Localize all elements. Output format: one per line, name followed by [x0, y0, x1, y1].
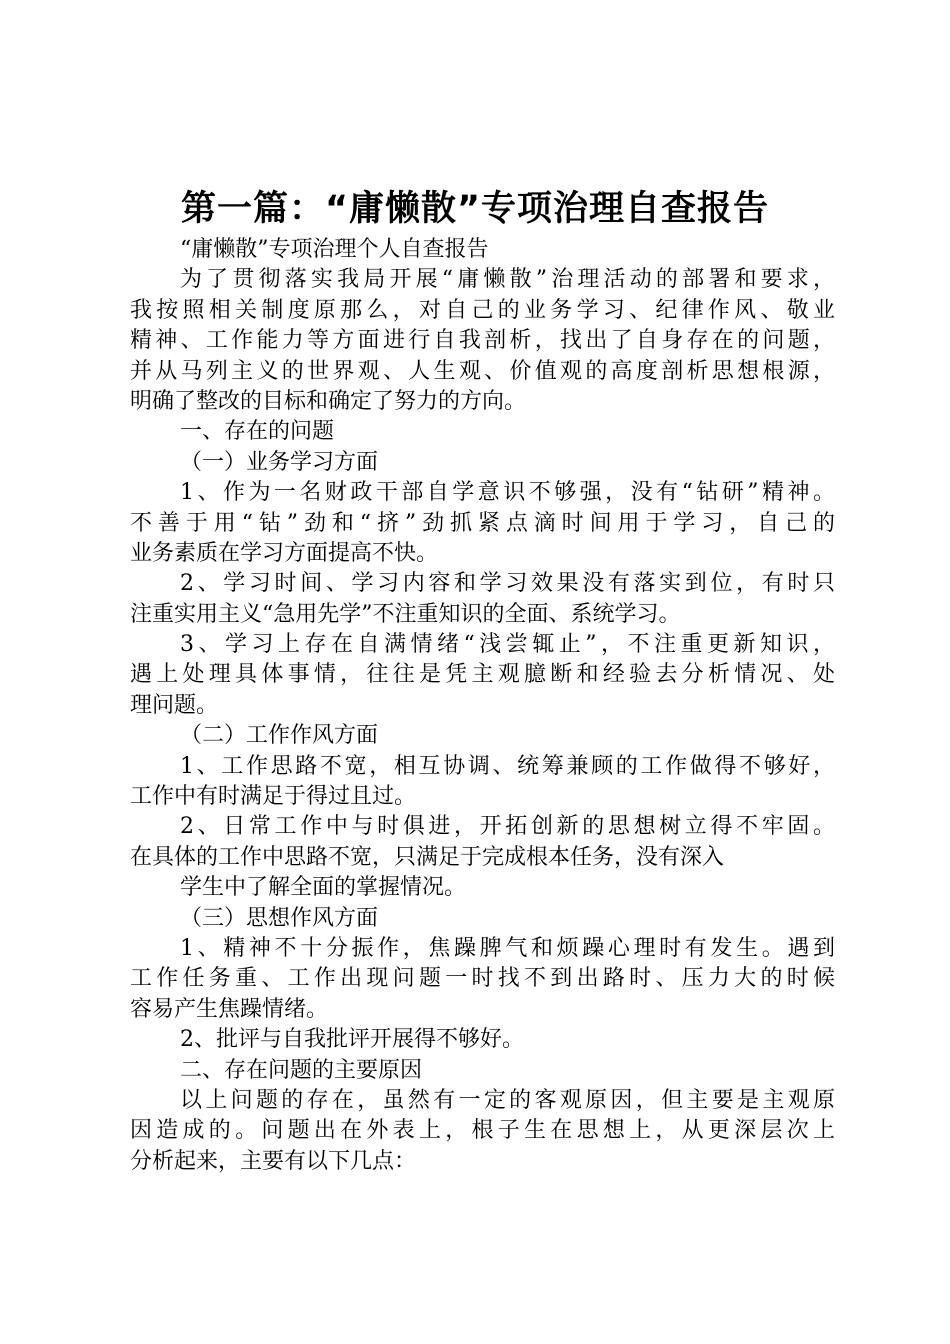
- text-line: （一）业务学习方面: [180, 449, 379, 475]
- text-line: 并从马列主义的世界观、人生观、价值观的高度剖析思想根源，: [130, 358, 835, 384]
- text-line: 不善于用“钻”劲和“挤”劲抓紧点滴时间用于学习，自己的: [130, 510, 835, 536]
- text-line: 注重实用主义“急用先学”不注重知识的全面、系统学习。: [130, 601, 681, 627]
- text-line: 1、精神不十分振作，焦躁脾气和烦躁心理时有发生。遇到: [180, 935, 835, 961]
- text-line: 遇上处理具体事情，往往是凭主观臆断和经验去分析情况、处: [130, 662, 835, 688]
- text-line: 为了贯彻落实我局开展“庸懒散”治理活动的部署和要求，: [180, 267, 835, 293]
- text-line: 二、存在问题的主要原因: [180, 1057, 423, 1083]
- text-line: 工作中有时满足于得过且过。: [130, 784, 417, 810]
- document-body: [130, 235, 835, 1177]
- text-line: 学生中了解全面的掌握情况。: [180, 875, 467, 901]
- text-line: 容易产生焦躁情绪。: [130, 996, 329, 1022]
- text-line: 在具体的工作中思路不宽，只满足于完成根本任务，没有深入: [130, 844, 725, 870]
- text-line: 我按照相关制度原那么，对自己的业务学习、纪律作风、敬业: [130, 297, 835, 323]
- text-line: 2、学习时间、学习内容和学习效果没有落实到位，有时只: [180, 571, 835, 597]
- text-line: 理问题。: [130, 692, 219, 718]
- text-line: 分析起来，主要有以下几点：: [130, 1148, 417, 1174]
- text-line: 明确了整改的目标和确定了努力的方向。: [130, 388, 527, 414]
- text-line: 1、作为一名财政干部自学意识不够强，没有“钻研”精神。: [180, 480, 835, 506]
- text-line: 1、工作思路不宽，相互协调、统筹兼顾的工作做得不够好，: [180, 753, 835, 779]
- text-line: 以上问题的存在，虽然有一定的客观原因，但主要是主观原: [180, 1087, 835, 1113]
- text-line: 一、存在的问题: [180, 419, 335, 445]
- text-line: 工作任务重、工作出现问题一时找不到出路时、压力大的时候: [130, 966, 835, 992]
- document-title: 第一篇：“庸懒散”专项治理自查报告: [180, 189, 769, 229]
- text-line: 业务素质在学习方面提高不快。: [130, 540, 439, 566]
- text-line: 2、日常工作中与时俱进，开拓创新的思想树立得不牢固。: [180, 814, 835, 840]
- text-line: 2、批评与自我批评开展得不够好。: [180, 1027, 524, 1053]
- text-line: 因造成的。问题出在外表上，根子生在思想上，从更深层次上: [130, 1118, 835, 1144]
- text-line: “庸懒散”专项治理个人自查报告: [180, 237, 489, 262]
- text-line: 精神、工作能力等方面进行自我剖析，找出了自身存在的问题，: [130, 328, 835, 354]
- text-line: （三）思想作风方面: [180, 905, 379, 931]
- text-line: 3、学习上存在自满情绪“浅尝辄止”，不注重更新知识，: [180, 632, 835, 658]
- text-line: （二）工作作风方面: [180, 723, 379, 749]
